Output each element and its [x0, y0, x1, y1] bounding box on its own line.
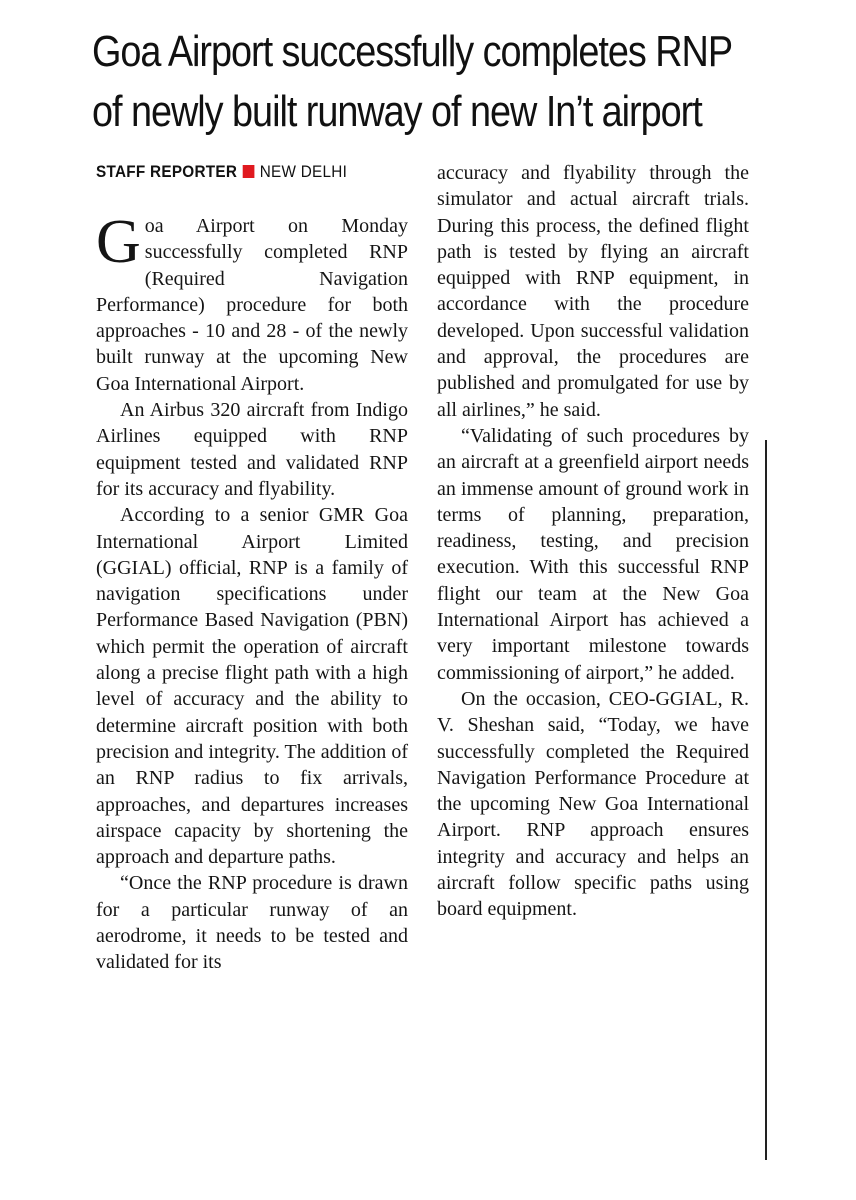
headline-line-1: Goa Airport successfully completes RNP — [92, 27, 733, 76]
article-paragraph-4: “Once the RNP procedure is drawn for a particular runway of an aerodrome, it needs to be tested and validated for its — [96, 872, 408, 974]
column-divider-rule — [765, 440, 767, 1160]
byline — [96, 160, 347, 184]
drop-cap: G — [96, 208, 141, 276]
article-paragraph-4-continued: accuracy and flyability through the simulator and actual aircraft trials. During this process, the defined flight path is tested by flying an aircraft equipped with RNP equipment, in accordance with the procedure developed. Upon successful validation and approval, the procedures are published and promulgated for use by all airlines,” he said. — [437, 162, 749, 421]
article-paragraph-3: According to a senior GMR Goa International Airport Limited (GGIAL) official, RNP is a family of navigation specifications under Performance Based Navigation (PBN) which permit the operation of aircraft along a precise flight path with a high level of accuracy and the ability to determine aircraft position with both precision and integrity. The addition of an RNP radius to fix arrivals, approaches, and departures increases airspace capacity by shortening the approach and departure paths. — [96, 504, 408, 869]
headline-line-2: of newly built runway of new In’t airport — [92, 87, 702, 136]
red-square-icon — [243, 165, 255, 178]
article-paragraph-6: On the occasion, CEO-GGIAL, R. V. Sheshan said, “Today, we have successfully completed the Required Navigation Performance Procedure at the upcoming New Goa International Airport. RNP approach ensures integrity and accuracy and helps an aircraft follow specific paths using board equipment. — [437, 687, 749, 921]
article-paragraph-5: “Validating of such procedures by an aircraft at a greenfield airport needs an immense amount of ground work in terms of planning, preparation, readiness, testing, and precision execution. With this successful RNP flight our team at the New Goa International Airport has achieved a very important milestone towards commissioning of airport,” he added. — [437, 424, 749, 684]
article-paragraph-1-text: oa Airport on Monday successfully completed RNP (Required Navigation Performance) procedure for both approaches - 10 and 28 - of the newly built runway at the upcoming New Goa International Airport. — [96, 215, 408, 395]
byline-reporter: STAFF REPORTER — [96, 162, 238, 181]
article-column-1 — [96, 208, 408, 976]
article-paragraph-2: An Airbus 320 aircraft from Indigo Airlines equipped with RNP equipment tested and validated RNP for its accuracy and flyability. — [96, 399, 408, 500]
article-column-2 — [437, 160, 749, 923]
article-paragraph-1 — [96, 208, 408, 397]
byline-place: NEW DELHI — [259, 162, 348, 181]
